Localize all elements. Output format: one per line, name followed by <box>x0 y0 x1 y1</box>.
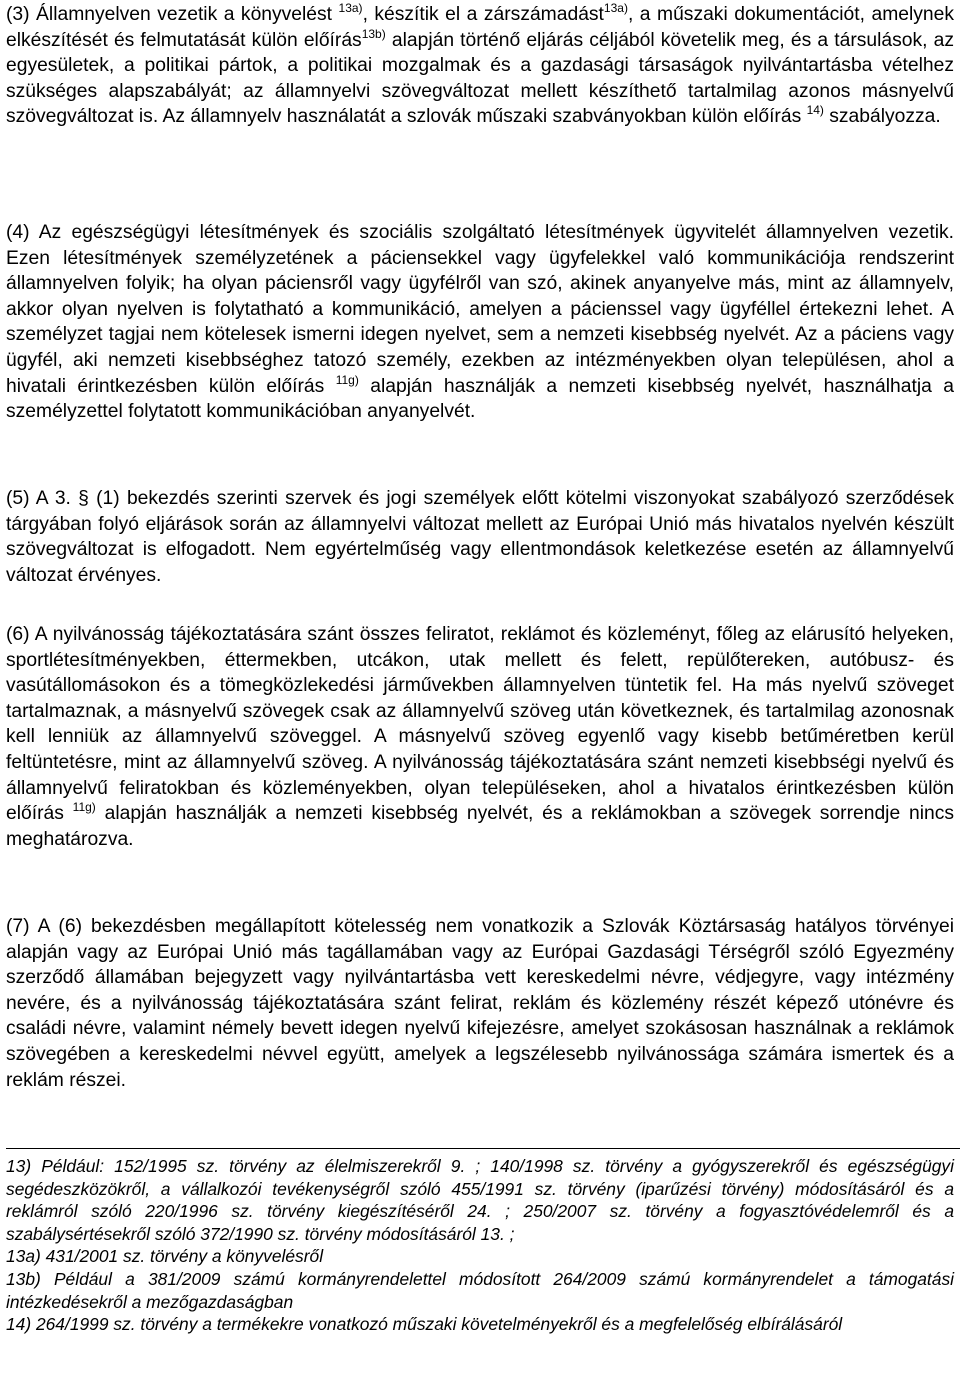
footnote-ref-11g: 11g) <box>72 800 96 815</box>
paragraph-7 <box>6 914 954 1093</box>
footnote-13: 13) Például: 152/1995 sz. törvény az élelmiszerekről 9. ; 140/1998 sz. törvény a gyógyszerekről és egészségügyi segédeszközökről, a vállalkozói tevékenységről szóló 455/1991 sz. törvény (iparűzési törvény) módosításáról és a reklámról szóló 220/1996 sz. törvény kiegészítéséről 24. ; 250/2007 sz. törvény a fogyasztóvédelemről és a szabálysértésekről szóló 372/1990 sz. törvény módosításáról 13. ; <box>6 1156 954 1244</box>
paragraph-4-text-a: (4) Az egészségügyi létesítmények és szociális szolgáltató létesítmények ügyvitelét államnyelven vezetik. Ezen létesítmények személyzetének a páciensekkel vagy ügyfelekkel való kommunikációja rendszerint államnyelven folyik; ha olyan páciensről vagy ügyfélről van szó, akinek anyanyelve más, mint az államnyelv, akkor olyan nyelven is folytatható a kommunikáció, amelyen a pácienssel vagy ügyféllel értekezni lehet. A személyzet tagjai nem kötelesek ismerni idegen nyelvet, sem a nemzeti kisebbség nyelvét. Az a páciens vagy ügyfél, aki nemzeti kisebbséghez tatozó személy, ezekben az intézményekben olyan településen, ahol a hivatali érintkezésben külön előírás <box>6 222 954 397</box>
footnotes <box>6 1155 954 1336</box>
paragraph-6-text-b: alapján használják a nemzeti kisebbség nyelvét, és a reklámokban a szövegek sorrendje nincs meghatározva. <box>6 803 954 850</box>
footnote-ref-13a: 13a) <box>603 1 628 15</box>
footnote-13b: 13b) Például a 381/2009 számú kormányrendelettel módosított 264/2009 számú kormányrendelet a támogatási intézkedésekről a mezőgazdaságban <box>6 1268 954 1312</box>
paragraph-3-text-c: , a műszaki dokumentációt, amelynek elkészítését és felmutatását külön előírás <box>6 4 954 51</box>
footnote-ref-14: 14) <box>806 103 824 118</box>
paragraph-5 <box>6 486 954 588</box>
footnote-ref-13b: 13b) <box>361 26 386 41</box>
paragraph-3-text-d: alapján történő eljárás céljából követelik meg, és a társulások, az egyesületek, a politikai pártok, a politikai mozgalmak és a gazdasági társaságok nyilvántartásba vételhez szükséges alapszabályát; az államnyelvi szövegváltozat mellett készíthető tartalmilag azonos másnyelvű szövegváltozat is. Az államnyelv használatát a szlovák műszaki szabványokban külön előírás <box>6 29 954 128</box>
paragraph-3-text-b: , készítik el a zárszámadást <box>362 4 604 25</box>
paragraph-6-text-a: (6) A nyilvánosság tájékoztatására szánt összes feliratot, reklámot és közleményt, főleg az elárusító helyeken, sportlétesítményekben, éttermekben, utcákon, utak mellett és felett, repülőtereken, autóbusz- és vasútállomásokon és a tömegközlekedési járművekben államnyelven tüntetik fel. Ha más nyelvű szöveget tartalmaznak, a másnyelvű szövegek csak az államnyelvű szöveg után következnek, és tartalmilag azonosnak kell lenniük az államnyelvű szöveggel. A másnyelvű szöveg egyenlő vagy kisebb betűméretben kerül feltüntetésre, mint az államnyelvű szöveg. A nyilvánosság tájékoztatására szánt nemzeti kisebbségi nyelvű és államnyelvű feliratokban és közleményekben, olyan településeken, ahol a hivatalos érintkezésben külön előírás <box>6 624 954 825</box>
footnote-ref-13a: 13a) <box>338 1 363 15</box>
footnote-13a: 13a) 431/2001 sz. törvény a könyvelésről <box>6 1246 324 1267</box>
footnote-divider <box>6 1148 960 1149</box>
paragraph-6 <box>6 622 954 852</box>
paragraph-3 <box>6 2 954 130</box>
paragraph-3-text-e: szabályozza. <box>823 106 941 128</box>
paragraph-4-text-b: alapján használják a nemzeti kisebbség nyelvét, használhatja a személyzettel folytatott kommunikációban anyanyelvét. <box>6 375 954 423</box>
paragraph-3-text-a: (3) Államnyelven vezetik a könyvelést <box>6 4 339 25</box>
paragraph-7-text: (7) A (6) bekezdésben megállapított kötelesség nem vonatkozik a Szlovák Köztársaság hatályos törvényei alapján vagy az Európai Unió más tagállamában vagy az Európai Gazdasági Térségről szóló Egyezmény szerződő államában bejegyzett vagy nyilvántartásba vett kereskedelmi névre, védjegyre, vagy intézmény nevére, és a nyilvánosság tájékoztatására szánt felirat, reklám és közlemény részét képező utónévre és családi névre, valamint némely bevett idegen nyelvű kifejezésre, amelyet szokásosan használnak a reklámok szövegében a kereskedelmi névvel együtt, amelyek a legszélesebb nyilvánossága számára ismertek és a reklám részei. <box>6 916 954 1091</box>
paragraph-4 <box>6 220 954 425</box>
footnote-ref-11g: 11g) <box>335 372 359 387</box>
paragraph-5-text: (5) A 3. § (1) bekezdés szerinti szervek és jogi személyek előtt kötelmi viszonyokat szabályozó szerződések tárgyában folyó eljárások során az államnyelvi változat mellett az Európai Unió más hivatalos nyelvén készült szövegváltozat is elfogadott. Nem egyértelműség vagy ellentmondások keletkezése esetén az államnyelvű változat érvényes. <box>6 488 954 586</box>
footnote-14: 14) 264/1999 sz. törvény a termékekre vonatkozó műszaki követelményekről és a megfelelőség elbírálásáról <box>6 1314 843 1335</box>
